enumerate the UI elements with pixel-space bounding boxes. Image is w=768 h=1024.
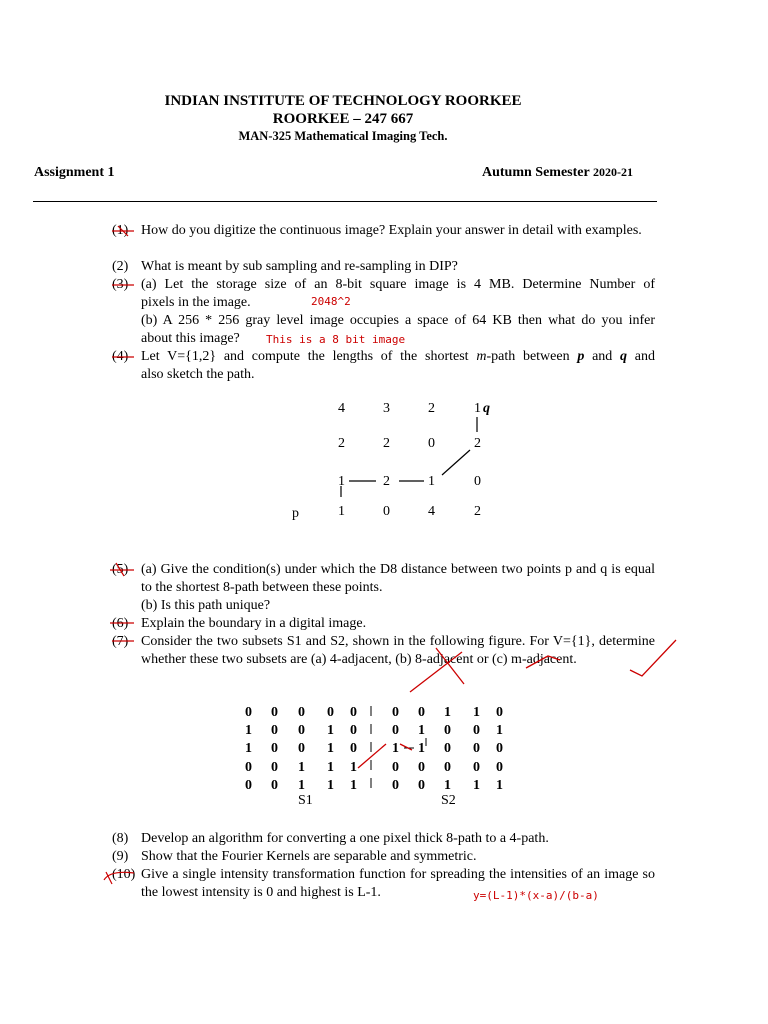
subset-cell: 0 [496, 741, 503, 756]
subset-cell: 0 [444, 741, 451, 756]
question-text: Explain the boundary in a digital image. [141, 616, 367, 631]
question-3a-line2: pixels in the image. [141, 295, 251, 310]
grid-cell: 0 [383, 504, 390, 519]
subset-cell: 0 [496, 705, 503, 720]
grid-cell: 2 [428, 401, 435, 416]
subset-cell: 1 [327, 760, 334, 775]
subset-cell: 0 [271, 723, 278, 738]
subset-cell: 0 [444, 723, 451, 738]
subset-cell: 0 [392, 760, 399, 775]
grid-cell: 2 [383, 436, 390, 451]
subset-cell: 0 [298, 705, 305, 720]
grid-cell: 2 [474, 436, 481, 451]
red-check-marks [358, 640, 676, 768]
question-text: Show that the Fourier Kernels are separable and symmetric. [141, 849, 477, 864]
semester-year: 2020-21 [592, 165, 633, 179]
question-3b-line1: (b) A 256 * 256 gray level image occupies a space of 64 KB then what do you infer [141, 313, 655, 328]
grid-cell: 3 [383, 401, 390, 416]
grid-cell: 2 [338, 436, 345, 451]
subset-cell: 0 [298, 723, 305, 738]
subset-cell: 0 [392, 778, 399, 793]
subset-cell: 1 [350, 778, 357, 793]
question-text: How do you digitize the continuous image? Explain your answer in detail with examples. [141, 223, 642, 238]
question-number: (10) [112, 867, 136, 882]
subset-cell: 0 [245, 705, 252, 720]
question-number: (4) [112, 349, 129, 364]
subset-cell: 0 [473, 723, 480, 738]
subset-cell: 0 [271, 760, 278, 775]
question-5a: (a) Give the condition(s) under which the D8 distance between two points p and q is equal to the shortest 8-path between these points. [141, 562, 655, 595]
grid-cell: 4 [428, 504, 435, 519]
question-number: (3) [112, 277, 129, 292]
subset-cell: 0 [418, 760, 425, 775]
grid-cell: 1 [474, 401, 481, 416]
question-number: (2) [112, 259, 129, 274]
subset-cell: 0 [271, 741, 278, 756]
subset-cell: 0 [350, 723, 357, 738]
subset-cell: 1 [418, 723, 425, 738]
grid-cell: 0 [428, 436, 435, 451]
subset-cell: 1 [245, 741, 252, 756]
grid-cell: 1 [338, 504, 345, 519]
grid-cell: 2 [474, 504, 481, 519]
question-text: Develop an algorithm for converting a one pixel thick 8-path to a 4-path. [141, 831, 549, 846]
question-number: (1) [112, 223, 129, 238]
subset-cell: 0 [350, 741, 357, 756]
s2-label: S2 [441, 793, 456, 808]
subset-cell: 1 [392, 741, 399, 756]
subset-cell: 0 [392, 723, 399, 738]
subset-cell: 1 [473, 778, 480, 793]
question-number: (6) [112, 616, 129, 631]
subset-cell: 0 [473, 741, 480, 756]
subset-cell: 0 [350, 705, 357, 720]
assignment-title: Assignment 1 [34, 165, 115, 180]
subset-cell: 1 [496, 778, 503, 793]
subset-cell: 1 [298, 760, 305, 775]
question-text: Consider the two subsets S1 and S2, shown in the following figure. For V={1}, determine whether these two subsets are (a) 4-adjacent, (b) 8-adjacent or (c) m-adjacent. [141, 634, 655, 667]
subset-cell: 1 [496, 723, 503, 738]
subset-cell: 1 [444, 778, 451, 793]
question-number: (9) [112, 849, 129, 864]
subset-cell: 0 [444, 760, 451, 775]
question-number: (8) [112, 831, 129, 846]
question-number: (5) [112, 562, 129, 577]
institute-city: ROORKEE – 247 667 [272, 111, 414, 127]
subset-cell: 1 [350, 760, 357, 775]
subset-cell: 0 [327, 705, 334, 720]
question-4-line1: Let V={1,2} and compute the lengths of the shortest m-path between p and q and [141, 349, 655, 364]
subset-cell: 1 [327, 723, 334, 738]
question-text: Give a single intensity transformation function for spreading the intensities of an image so the lowest intensity is 0 and highest is L-1. [141, 867, 655, 900]
question-text: What is meant by sub sampling and re-sampling in DIP? [141, 259, 458, 274]
subset-cell: 1 [327, 741, 334, 756]
question-3b-line2: about this image? [141, 331, 240, 346]
subset-cell: 0 [245, 778, 252, 793]
p-label: p [292, 506, 299, 521]
subset-cell: 0 [298, 741, 305, 756]
subset-cell: 0 [418, 778, 425, 793]
subset-cell: 0 [271, 705, 278, 720]
institute-name: INDIAN INSTITUTE OF TECHNOLOGY ROORKEE [164, 93, 522, 109]
semester-label: Autumn Semester [482, 165, 590, 180]
subset-cell: 0 [473, 760, 480, 775]
subset-cell: 0 [392, 705, 399, 720]
subset-cell: 1 [327, 778, 334, 793]
grid-cell: 1 [428, 474, 435, 489]
subset-cell: 1 [473, 705, 480, 720]
subset-cell: 1 [245, 723, 252, 738]
annotation-3a: 2048^2 [311, 295, 351, 308]
grid-cell: 0 [474, 474, 481, 489]
question-3a-line1: (a) Let the storage size of an 8-bit square image is 4 MB. Determine Number of [141, 277, 655, 292]
annotation-3b: This is a 8 bit image [266, 333, 406, 346]
subset-cell: 0 [271, 778, 278, 793]
subset-cell: 0 [245, 760, 252, 775]
subset-cell: 1 [418, 741, 425, 756]
q-label: q [483, 401, 490, 416]
grid-cell: 1 [338, 474, 345, 489]
question-5b: (b) Is this path unique? [141, 598, 271, 613]
s1-label: S1 [298, 793, 313, 808]
red-strikes [104, 226, 134, 884]
subset-cell: 0 [496, 760, 503, 775]
annotation-10: y=(L-1)*(x-a)/(b-a) [473, 889, 599, 902]
question-4-line2: also sketch the path. [141, 367, 255, 382]
subset-cell: 1 [298, 778, 305, 793]
subset-cell: 0 [418, 705, 425, 720]
course-title: MAN-325 Mathematical Imaging Tech. [238, 129, 448, 143]
question-number: (7) [112, 634, 129, 649]
grid-cell: 2 [383, 474, 390, 489]
path-line [442, 450, 470, 475]
subset-cell: 1 [444, 705, 451, 720]
grid-cell: 4 [338, 401, 345, 416]
